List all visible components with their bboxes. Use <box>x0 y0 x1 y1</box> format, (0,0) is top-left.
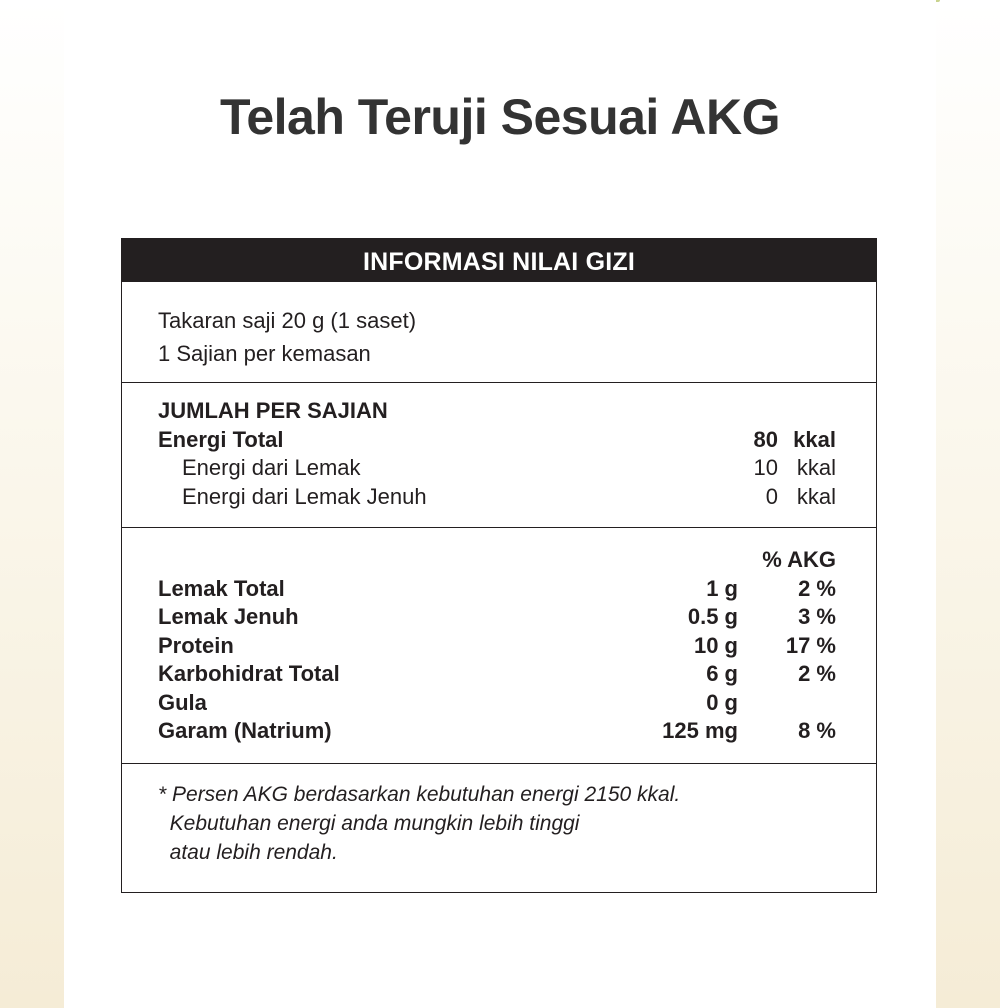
energy-heading: JUMLAH PER SAJIAN <box>158 398 388 423</box>
nutrient-row <box>158 603 836 632</box>
nutrients-section <box>122 528 876 764</box>
energy-row <box>158 454 836 483</box>
energy-name: Energi dari Lemak <box>182 455 361 480</box>
footnote-line: Kebutuhan energi anda mungkin lebih tinggi <box>158 812 580 835</box>
nutrient-amount: 10 g <box>693 632 738 658</box>
nutrient-akg: 2 % <box>798 575 836 601</box>
nutrient-name: Karbohidrat Total <box>158 661 340 686</box>
energy-value: 0 <box>765 483 778 509</box>
akg-column-header-row <box>158 546 836 575</box>
nutrient-row <box>158 575 836 604</box>
nutrition-label-header: INFORMASI NILAI GIZI <box>122 239 876 282</box>
servings-per-pack: 1 Sajian per kemasan <box>158 341 371 366</box>
nutrient-name: Gula <box>158 689 207 715</box>
footnote-line: * Persen AKG berdasarkan kebutuhan energi 2150 kkal. <box>158 783 681 806</box>
nutrient-amount: 1 g <box>706 575 738 601</box>
nutrient-row <box>158 689 836 718</box>
energy-unit: kkal <box>796 483 836 509</box>
energy-unit: kkal <box>796 455 836 480</box>
nutrition-facts-label <box>121 238 877 893</box>
nutrient-amount: 125 mg <box>662 718 738 743</box>
footnote-section <box>122 764 876 867</box>
energy-section <box>122 383 876 528</box>
energy-value: 80 <box>753 426 778 452</box>
nutrient-amount: 0.5 g <box>687 604 738 629</box>
nutrient-name: Lemak Total <box>158 575 285 601</box>
nutrient-row <box>158 660 836 689</box>
nutrient-akg: 17 % <box>785 632 836 658</box>
energy-unit: kkal <box>793 426 836 452</box>
energy-name: Energi Total <box>158 426 284 452</box>
nutrient-akg: 3 % <box>798 604 836 629</box>
page-title: Telah Teruji Sesuai AKG <box>220 89 780 145</box>
energy-value: 10 <box>753 455 778 480</box>
nutrient-akg: 8 % <box>798 718 836 743</box>
nutrient-name: Protein <box>158 632 234 658</box>
nutrient-amount: 0 g <box>706 689 738 715</box>
energy-name: Energi dari Lemak Jenuh <box>182 483 427 509</box>
nutrient-row <box>158 717 836 746</box>
nutrient-akg: 2 % <box>798 661 836 686</box>
serving-size: Takaran saji 20 g (1 saset) <box>158 308 417 333</box>
akg-column-header: % AKG <box>762 547 836 572</box>
energy-heading-row <box>158 397 836 426</box>
footnote-line: atau lebih rendah. <box>158 841 338 864</box>
nutrient-name: Lemak Jenuh <box>158 604 299 629</box>
nutrient-name: Garam (Natrium) <box>158 718 332 743</box>
serving-section <box>122 282 876 383</box>
nutrient-row <box>158 632 836 661</box>
energy-row <box>158 483 836 512</box>
nutrient-amount: 6 g <box>706 661 738 686</box>
energy-row <box>158 426 836 455</box>
